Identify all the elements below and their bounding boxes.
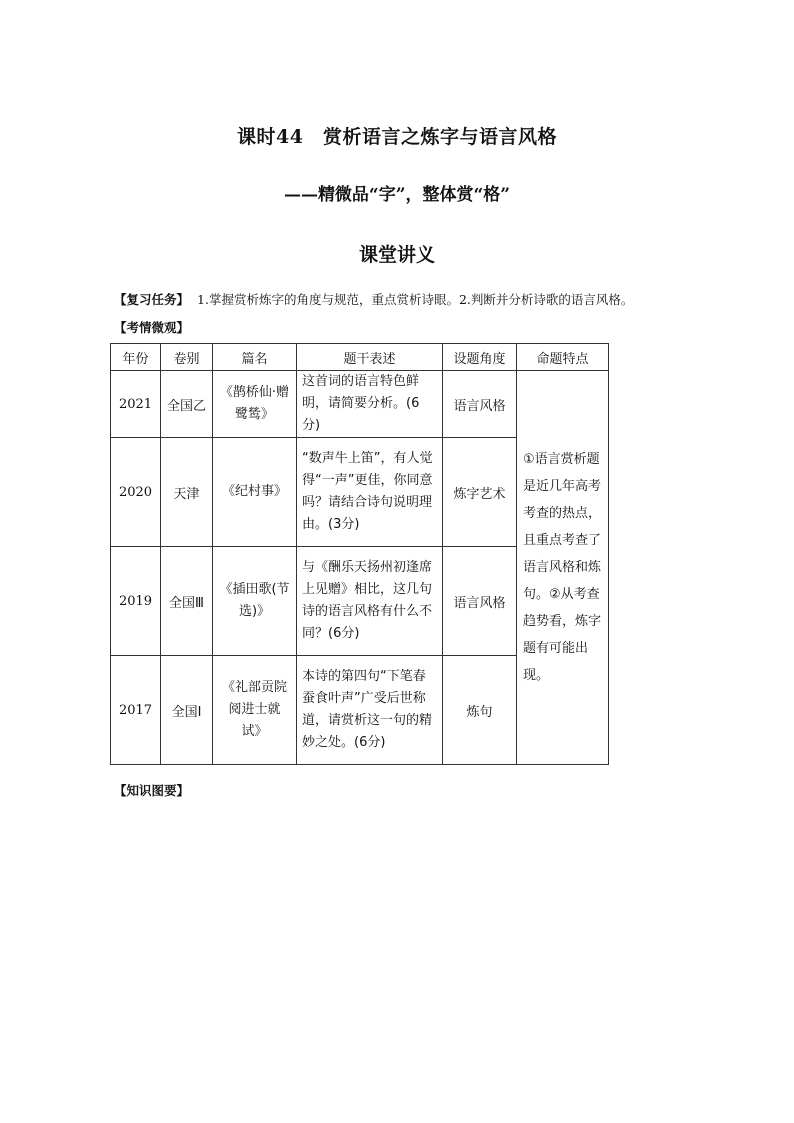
cell-paper: 天津 <box>161 438 213 547</box>
column-header-paper: 卷别 <box>161 344 213 371</box>
cell-paper: 全国Ⅰ <box>161 656 213 765</box>
column-header-year: 年份 <box>111 344 161 371</box>
review-task-tag: 【复习任务】 <box>114 292 190 307</box>
exam-table <box>110 343 609 765</box>
exam-overview-tag: 【考情微观】 <box>114 320 190 335</box>
cell-question: 本诗的第四句“下笔春蚕食叶声”广受后世称道，请赏析这一句的精妙之处。(6分) <box>297 656 443 765</box>
column-header-question: 题干表述 <box>297 344 443 371</box>
cell-title: 《插田歌(节选)》 <box>213 547 297 656</box>
cell-title: 《礼部贡院阅进士就试》 <box>213 656 297 765</box>
review-task <box>114 290 633 308</box>
column-header-title: 篇名 <box>213 344 297 371</box>
lesson-title: 课时44 赏析语言之炼字与语言风格 <box>237 126 557 148</box>
cell-title: 《鹊桥仙·赠鹭鸶》 <box>213 371 297 438</box>
column-header-angle: 设题角度 <box>443 344 517 371</box>
lesson-subtitle: ——精微品“字”，整体赏“格” <box>283 185 511 205</box>
cell-year: 2020 <box>111 438 161 547</box>
table-header-row <box>111 344 609 371</box>
cell-paper: 全国乙 <box>161 371 213 438</box>
cell-angle: 炼字艺术 <box>443 438 517 547</box>
review-task-text: 1.掌握赏析炼字的角度与规范，重点赏析诗眼。2.判断并分析诗歌的语言风格。 <box>197 292 634 307</box>
cell-year: 2017 <box>111 656 161 765</box>
cell-angle: 语言风格 <box>443 547 517 656</box>
cell-paper: 全国Ⅲ <box>161 547 213 656</box>
section-heading: 课堂讲义 <box>358 244 435 266</box>
cell-title: 《纪村事》 <box>213 438 297 547</box>
cell-year: 2021 <box>111 371 161 438</box>
cell-angle: 语言风格 <box>443 371 517 438</box>
cell-question: 这首词的语言特色鲜明，请简要分析。(6分) <box>297 371 443 438</box>
cell-question: “数声牛上笛”，有人觉得“一声”更佳，你同意吗？请结合诗句说明理由。(3分) <box>297 438 443 547</box>
knowledge-map-tag: 【知识图要】 <box>114 783 190 798</box>
column-header-feature: 命题特点 <box>517 344 609 371</box>
cell-year: 2019 <box>111 547 161 656</box>
cell-feature: ①语言赏析题是近几年高考考查的热点，且重点考查了语言风格和炼句。②从考查趋势看，炼字题有可能出现。 <box>517 371 609 765</box>
cell-angle: 炼句 <box>443 656 517 765</box>
cell-question: 与《酬乐天扬州初逢席上见赠》相比，这几句诗的语言风格有什么不同？(6分) <box>297 547 443 656</box>
table-row <box>111 371 609 438</box>
